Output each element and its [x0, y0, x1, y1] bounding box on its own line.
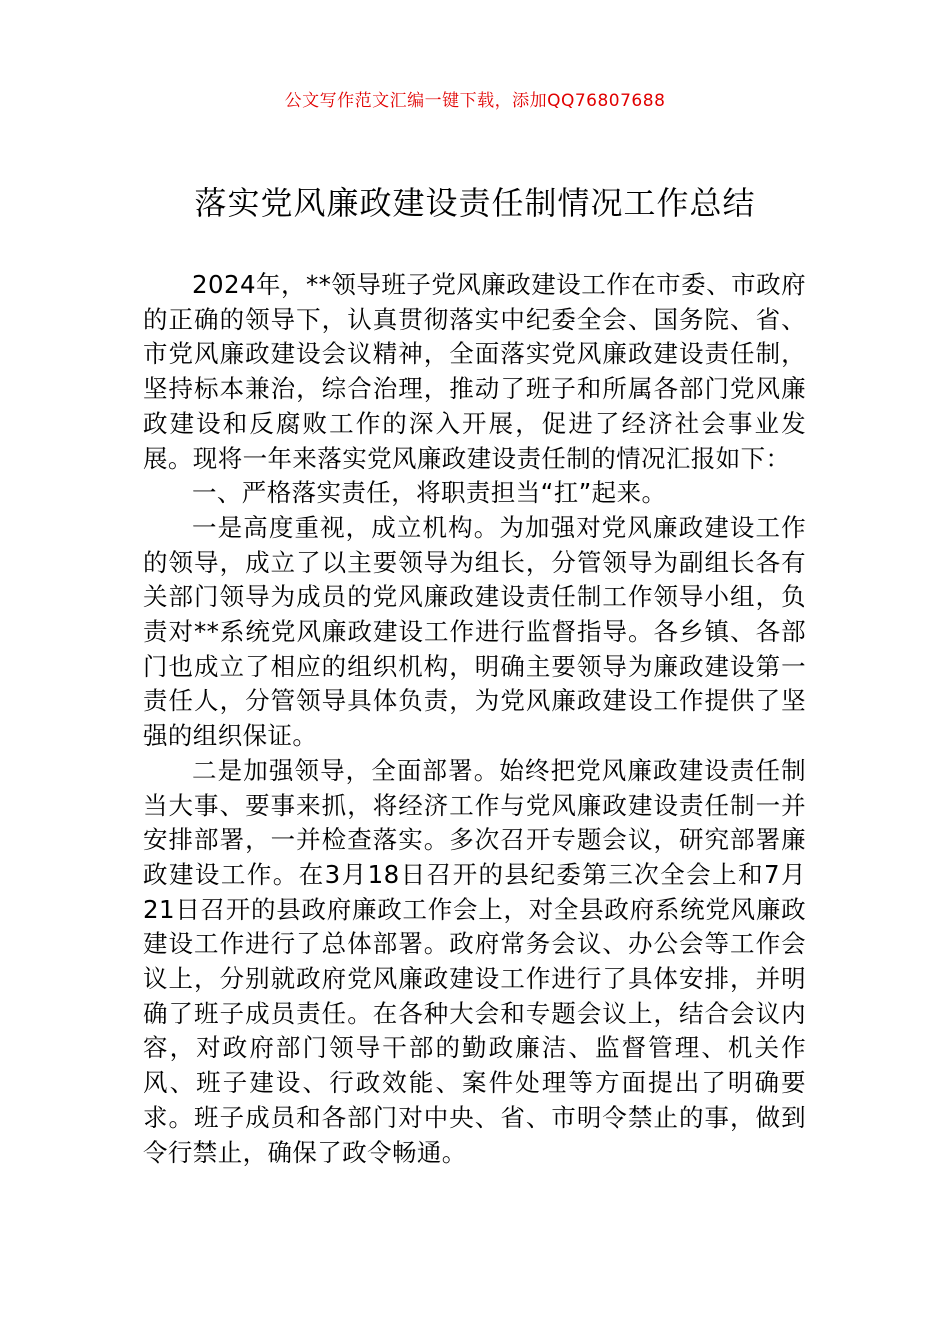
paragraph-point-1: 一是高度重视，成立机构。为加强对党风廉政建设工作的领导，成立了以主要领导为组长，分管领导为副组长各有关部门领导为成员的党风廉政建设责任制工作领导小组，负责对**系统党风廉政建设工作进行监督指导。各乡镇、各部门也成立了相应的组织机构，明确主要领导为廉政建设第一责任人，分管领导具体负责，为党风廉政建设工作提供了坚强的组织保证。	[143, 512, 806, 751]
section-heading-1: 一、严格落实责任，将职责担当“扛”起来。	[192, 478, 667, 508]
document-body	[143, 268, 806, 1170]
promo-banner[interactable]: 公文写作范文汇编一键下载，添加QQ76807688	[284, 91, 666, 111]
document-title: 落实党风廉政建设责任制情况工作总结	[194, 184, 756, 222]
paragraph-intro: 2024年，**领导班子党风廉政建设工作在市委、市政府的正确的领导下，认真贯彻落实中纪委全会、国务院、省、市党风廉政建设会议精神，全面落实党风廉政建设责任制，坚持标本兼治，综合治理，推动了班子和所属各部门党风廉政建设和反腐败工作的深入开展，促进了经济社会事业发展。现将一年来落实党风廉政建设责任制的情况汇报如下：	[143, 270, 806, 473]
paragraph-point-2: 二是加强领导，全面部署。始终把党风廉政建设责任制当大事、要事来抓，将经济工作与党风廉政建设责任制一并安排部署，一并检查落实。多次召开专题会议，研究部署廉政建设工作。在3月18日召开的县纪委第三次全会上和7月21日召开的县政府廉政工作会上，对全县政府系统党风廉政建设工作进行了总体部署。政府常务会议、办公会等工作会议上，分别就政府党风廉政建设工作进行了具体安排，并明确了班子成员责任。在各种大会和专题会议上，结合会议内容，对政府部门领导干部的勤政廉洁、监督管理、机关作风、班子建设、行政效能、案件处理等方面提出了明确要求。班子成员和各部门对中央、省、市明令禁止的事，做到令行禁止，确保了政令畅通。	[143, 755, 806, 1167]
